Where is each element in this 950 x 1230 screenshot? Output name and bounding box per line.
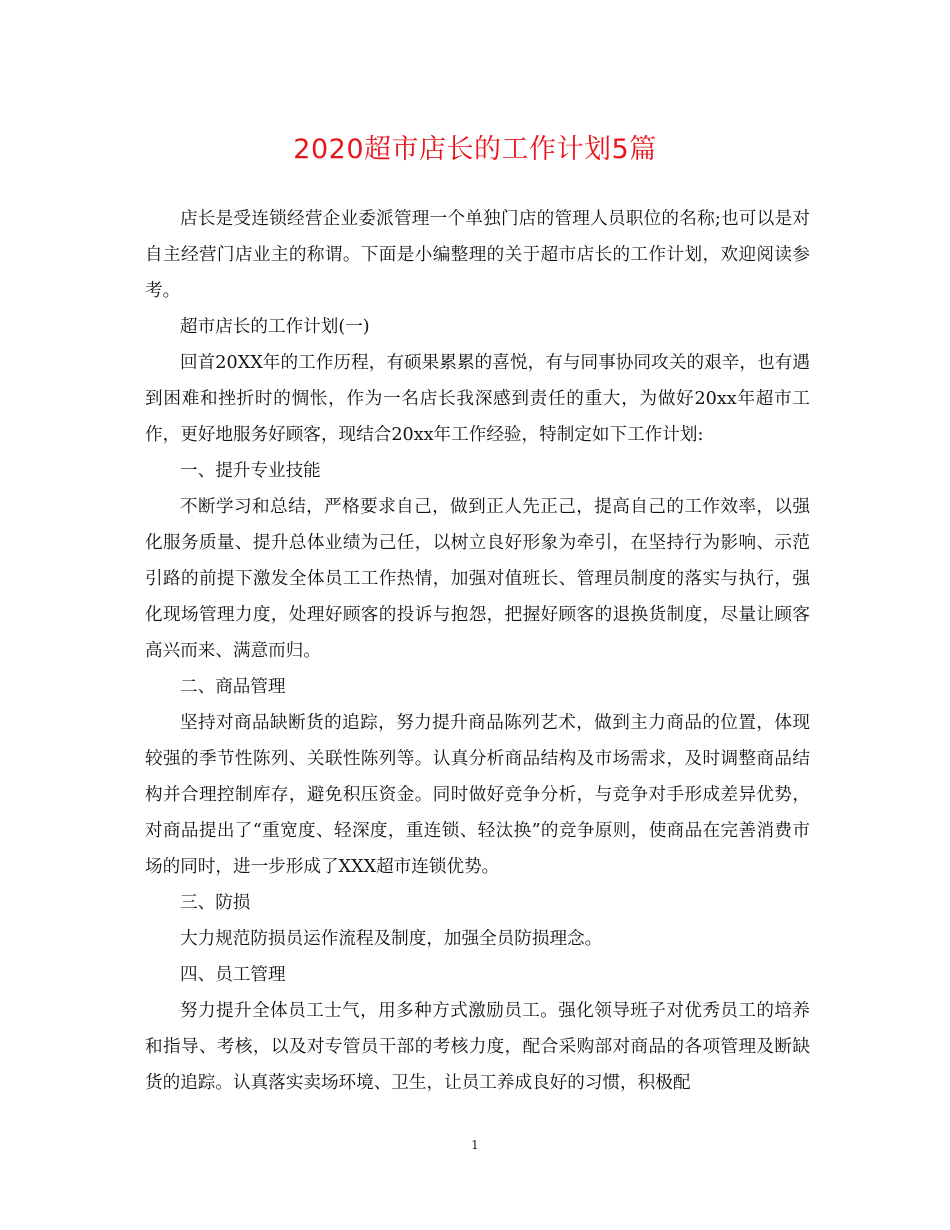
section-heading-loss-prevention: 三、防损 (180, 893, 251, 913)
section-heading-merchandise: 二、商品管理 (180, 677, 286, 697)
document-body (145, 201, 810, 1101)
document-title: 2020超市店长的工作计划5篇 (293, 134, 657, 165)
section-text-loss-prevention: 大力规范防损员运作流程及制度，加强全员防损理念。 (180, 929, 603, 949)
section-text-merchandise: 坚持对商品缺断货的追踪，努力提升商品陈列艺术，做到主力商品的位置，体现较强的季节性陈列、关联性陈列等。认真分析商品结构及市场需求，及时调整商品结构并合理控制库存，避免积压资金。同时做好竞争分析，与竞争对手形成差异优势，对商品提出了“重宽度、轻深度，重连锁、轻汰换”的竞争原则，使商品在完善消费市场的同时，进一步形成了XXX超市连锁优势。 (145, 713, 810, 877)
opening-paragraph: 回首20XX年的工作历程，有硕果累累的喜悦，有与同事协同攻关的艰辛，也有遇到困难和挫折时的惆怅，作为一名店长我深感到责任的重大，为做好20xx年超市工作，更好地服务好顾客，现结合20xx年工作经验，特制定如下工作计划: (145, 353, 810, 445)
page-number: 1 (471, 1138, 479, 1152)
plan-title: 超市店长的工作计划(一) (180, 317, 370, 337)
section-heading-skills: 一、提升专业技能 (180, 461, 321, 481)
section-heading-staff: 四、员工管理 (180, 965, 286, 985)
intro-paragraph: 店长是受连锁经营企业委派管理一个单独门店的管理人员职位的名称;也可以是对自主经营门店业主的称谓。下面是小编整理的关于超市店长的工作计划，欢迎阅读参考。 (145, 209, 810, 301)
section-text-skills: 不断学习和总结，严格要求自己，做到正人先正己，提高自己的工作效率，以强化服务质量、提升总体业绩为己任，以树立良好形象为牵引，在坚持行为影响、示范引路的前提下激发全体员工工作热情，加强对值班长、管理员制度的落实与执行，强化现场管理力度，处理好顾客的投诉与抱怨，把握好顾客的退换货制度，尽量让顾客高兴而来、满意而归。 (145, 497, 810, 661)
section-text-staff: 努力提升全体员工士气，用多种方式激励员工。强化领导班子对优秀员工的培养和指导、考核，以及对专管员干部的考核力度，配合采购部对商品的各项管理及断缺货的追踪。认真落实卖场环境、卫生，让员工养成良好的习惯，积极配 (145, 1001, 810, 1093)
